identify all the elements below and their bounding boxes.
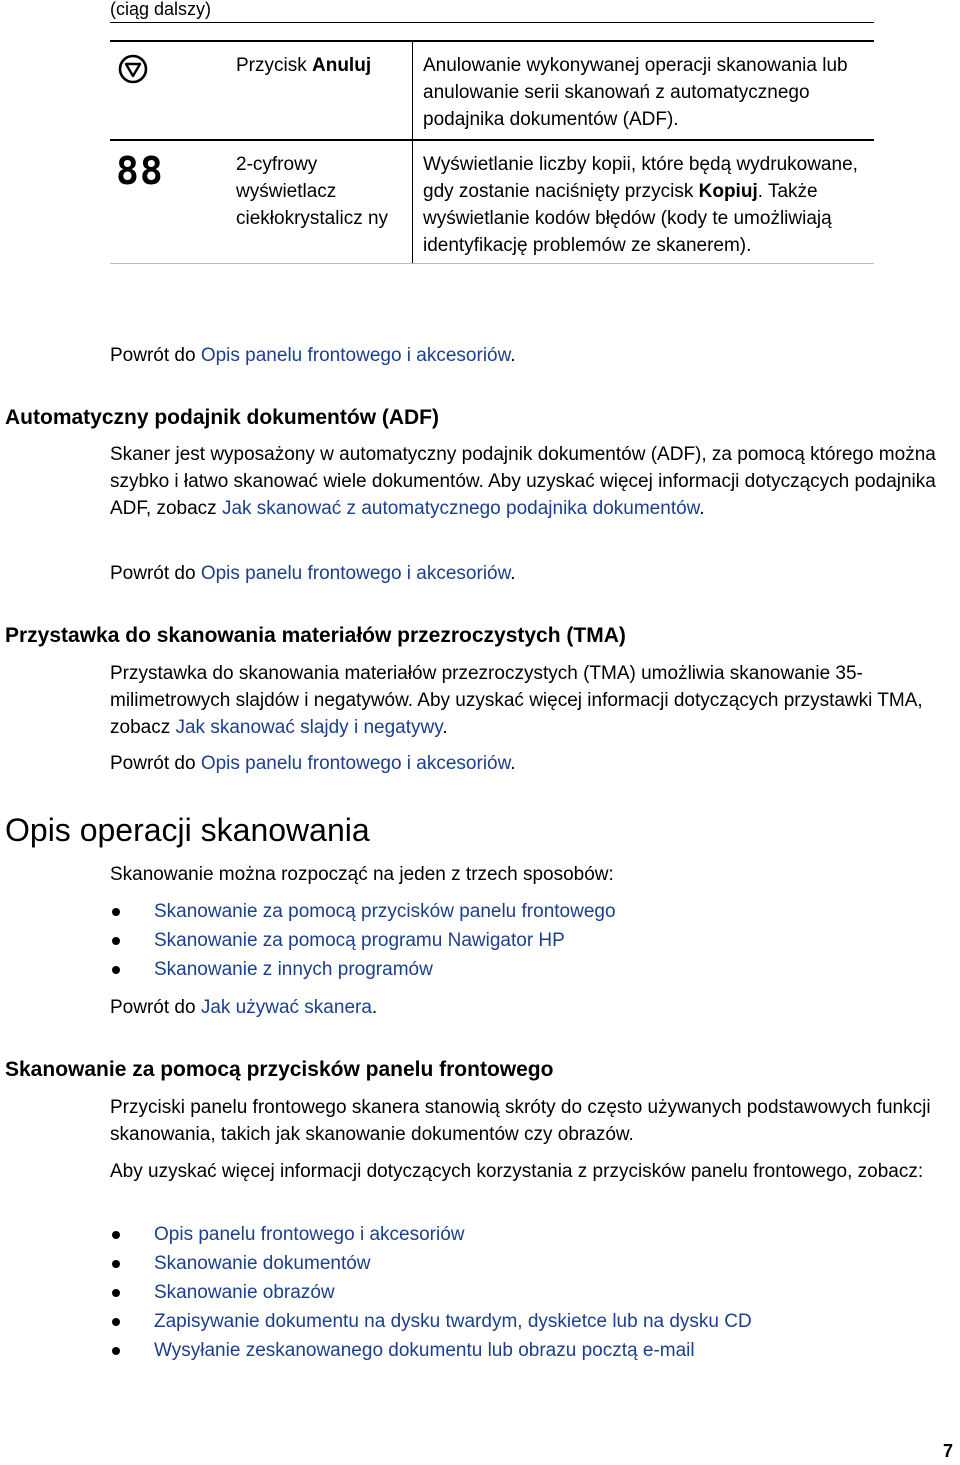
table-row [110, 140, 874, 264]
icon-cell [110, 140, 228, 264]
top-rule [110, 22, 874, 23]
front-link[interactable]: Skanowanie obrazów [154, 1282, 335, 1303]
continued-label: (ciąg dalszy) [110, 0, 212, 19]
list-item [110, 1336, 752, 1365]
list-item [110, 926, 616, 955]
feature-name: 2-cyfrowy wyświetlacz ciekłokrystalicz ny [228, 140, 413, 264]
adf-heading: Automatyczny podajnik dokumentów (ADF) [5, 406, 440, 429]
ops-list [110, 897, 616, 984]
adf-link[interactable]: Jak skanować z automatycznego podajnika dokumentów [221, 498, 700, 519]
list-item [110, 1220, 752, 1249]
front-panel-link[interactable]: Opis panelu frontowego i akcesoriów [200, 345, 511, 366]
list-item [110, 955, 616, 984]
cancel-button-icon [118, 54, 148, 84]
table-row [110, 41, 874, 140]
front-panel-heading: Skanowanie za pomocą przycisków panelu frontowego [5, 1058, 554, 1081]
front-link[interactable]: Opis panelu frontowego i akcesoriów [154, 1224, 465, 1245]
ops-link[interactable]: Skanowanie z innych programów [154, 959, 433, 980]
tma-heading: Przystawka do skanowania materiałów przezroczystych (TMA) [5, 624, 626, 647]
front-link[interactable]: Wysyłanie zeskanowanego dokumentu lub obrazu pocztą e-mail [154, 1340, 695, 1361]
ops-link[interactable]: Skanowanie za pomocą przycisków panelu frontowego [154, 901, 616, 922]
front-paragraph-2: Aby uzyskać więcej informacji dotyczących korzystania z przycisków panelu frontowego, zobacz: [110, 1161, 924, 1182]
back-link-line: Powrót do Opis panelu frontowego i akcesoriów. [110, 753, 516, 774]
tma-link[interactable]: Jak skanować slajdy i negatywy [175, 717, 443, 738]
list-item [110, 1278, 752, 1307]
list-item [110, 897, 616, 926]
list-item [110, 1249, 752, 1278]
feature-name: Przycisk Anuluj [228, 41, 413, 140]
feature-description: Wyświetlanie liczby kopii, które będą wydrukowane, gdy zostanie naciśnięty przycisk Kopiuj. Także wyświetlanie kodów błędów (kody te umożliwiają identyfikację problemów ze skanerem). [413, 140, 875, 264]
how-to-use-link[interactable]: Jak używać skanera [200, 997, 372, 1018]
ops-link[interactable]: Skanowanie za pomocą programu Nawigator HP [154, 930, 565, 951]
back-link-line: Powrót do Jak używać skanera. [110, 997, 378, 1018]
ops-heading: Opis operacji skanowania [5, 812, 370, 848]
feature-description: Anulowanie wykonywanej operacji skanowania lub anulowanie serii skanowań z automatycznego podajnika dokumentów (ADF). [413, 41, 875, 140]
back-link-line: Powrót do Opis panelu frontowego i akcesoriów. [110, 563, 516, 584]
front-paragraph-1: Przyciski panelu frontowego skanera stanowią skróty do często używanych podstawowych funkcji skanowania, takich jak skanowanie dokumentów czy obrazów. [110, 1097, 931, 1145]
back-link-line: Powrót do Opis panelu frontowego i akcesoriów. [110, 345, 516, 366]
page-number: 7 [943, 1441, 954, 1461]
ops-intro: Skanowanie można rozpocząć na jeden z trzech sposobów: [110, 864, 614, 885]
front-link[interactable]: Zapisywanie dokumentu na dysku twardym, dyskietce lub na dysku CD [154, 1311, 752, 1332]
two-digit-display-icon: 88 [116, 149, 164, 193]
front-panel-link[interactable]: Opis panelu frontowego i akcesoriów [200, 563, 511, 584]
front-list [110, 1220, 752, 1365]
list-item [110, 1307, 752, 1336]
adf-paragraph: Skaner jest wyposażony w automatyczny podajnik dokumentów (ADF), za pomocą którego można szybko i łatwo skanować wiele dokumentów. Aby uzyskać więcej informacji dotyczących podajnika ADF, zobacz Jak skanować z automatycznego podajnika dokumentów. [110, 444, 936, 519]
front-panel-link[interactable]: Opis panelu frontowego i akcesoriów [200, 753, 511, 774]
features-table [110, 40, 874, 264]
front-link[interactable]: Skanowanie dokumentów [154, 1253, 371, 1274]
icon-cell [110, 41, 228, 140]
tma-paragraph: Przystawka do skanowania materiałów przezroczystych (TMA) umożliwia skanowanie 35-milimetrowych slajdów i negatywów. Aby uzyskać więcej informacji dotyczących przystawki TMA, zobacz Jak skanować slajdy i negatywy. [110, 663, 923, 738]
